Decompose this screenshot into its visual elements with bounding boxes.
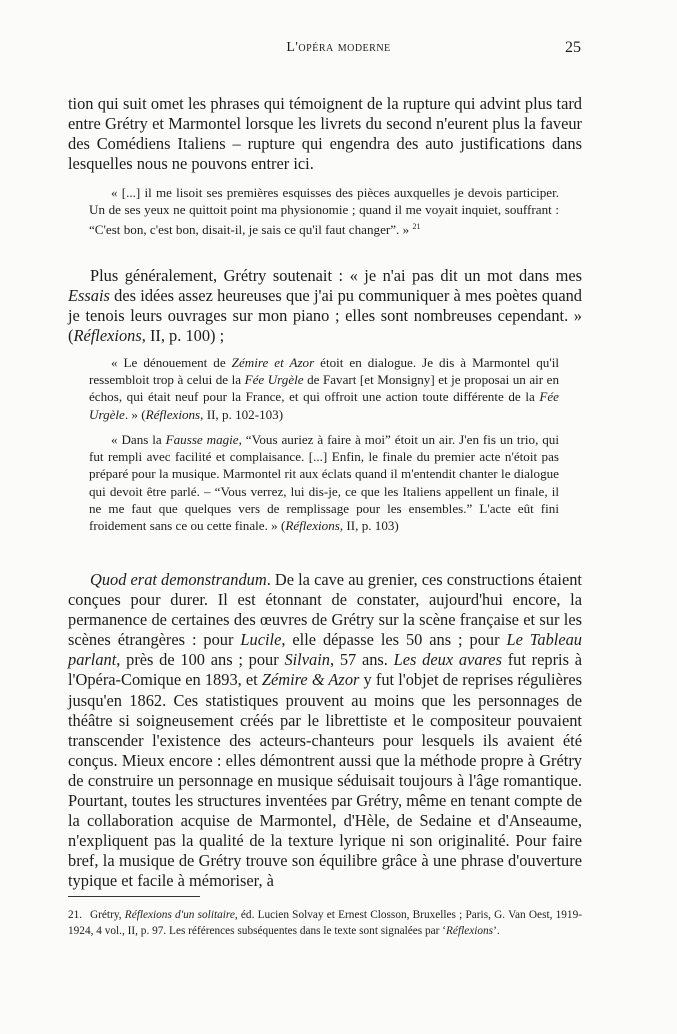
footnote-text-b: , éd. Lucien Solvay et Ernest Closson, Bruxelles ; Paris, G. Van Oest, 1919-1924, 4 vol., II, p. 97. Les références subséquentes dans le texte sont signalées par ‘ bbox=[68, 909, 582, 938]
quote-3-text-a: « Dans la bbox=[111, 432, 166, 447]
quote-3-title-reflexions: Réflexions bbox=[285, 518, 340, 534]
quote-3-text-b: , “Vous auriez à faire à moi” étoit un air. J'en fis un trio, qui fut rempli avec facilité et complaisance. [...] Enfin, le finale du premier acte n'étoit pas préparé pour la musique. Marmontel rit aux éclats quand il m'entendit chanter le dialogue qui devoit être parlé. – “Vous verrez, lui dis-je, ce que les Italiens appellent un finale, il ne me faut que quelques vers de remplissage pour les ensembles.” L'acte eût fini froidement sans ce ou cette finale. » ( bbox=[89, 432, 559, 534]
footnote-ref-21[interactable]: 21 bbox=[412, 222, 421, 232]
quote-2-text-d: . » ( bbox=[124, 406, 146, 422]
quote-1-text: « [...] il me lisoit ses premières esquisses des pièces auxquelles je devois participer. Un de ses yeux ne quittoit point ma physionomie ; quand il me voyait inquiet, souffrant : “C'est bon, c'est bon, disait-il, je sais ce qu'il faut changer”. » bbox=[89, 185, 559, 238]
running-head bbox=[0, 40, 677, 60]
paragraph-3-title-avares: Les deux avares bbox=[393, 650, 502, 670]
quote-2 bbox=[89, 354, 559, 423]
paragraph-3 bbox=[68, 570, 582, 892]
paragraph-2-title-essais: Essais bbox=[68, 286, 110, 306]
footnote-divider bbox=[68, 896, 200, 897]
quote-2-title-reflexions: Réflexions bbox=[145, 406, 201, 422]
paragraph-3-latin: Quod erat demonstrandum bbox=[90, 570, 267, 589]
footnote-title-short: Réflexions bbox=[446, 925, 494, 938]
paragraph-2-text-c: , II, p. 100) ; bbox=[141, 326, 225, 346]
quote-3-text-c: , II, p. 103) bbox=[339, 518, 399, 534]
footnote-title: Réflexions d'un solitaire bbox=[124, 909, 235, 921]
chapter-title-initial: L' bbox=[286, 40, 299, 55]
paragraph-3-text-a: . De la cave au grenier, ces constructions étaient conçues pour durer. Il est étonnant de constater, aujourd'hui encore, la permanence de certaines des œuvres de Grétry sur la scène française et sur les scènes étrangères : pour bbox=[68, 570, 582, 650]
footnote-21 bbox=[68, 907, 582, 940]
quote-3 bbox=[89, 431, 559, 534]
quote-2-text-c: de Favart [et Monsigny] et je proposai un air en échos, qui était neuf pour la France, et qui offroit une action toute différente de la bbox=[89, 372, 560, 405]
paragraph-1-text: tion qui suit omet les phrases qui témoignent de la rupture qui advint plus tard entre Grétry et Marmontel lorsque les livrets du second n'eurent plus la faveur des Comédiens Italiens – rupture qui engendra des auto justifications dans lesquelles nous ne pouvons entrer ici. bbox=[68, 94, 582, 174]
footnote-number: 21. bbox=[68, 909, 83, 921]
quote-2-text-e: , II, p. 102-103) bbox=[200, 406, 284, 422]
chapter-title-rest: opéra moderne bbox=[298, 40, 391, 55]
page-number: 25 bbox=[565, 39, 581, 56]
paragraph-3-title-tableau: Le Tableau parlant bbox=[68, 630, 582, 670]
paragraph-3-title-silvain: Silvain bbox=[284, 650, 330, 670]
quote-2-title-fee-urgele: Fée Urgèle bbox=[244, 372, 304, 388]
paragraph-3-text-c: , près de 100 ans ; pour bbox=[116, 650, 285, 670]
paragraph-3-text-d: , 57 ans. bbox=[329, 650, 394, 670]
paragraph-3-text-b: , elle dépasse les 50 ans ; pour bbox=[281, 630, 507, 650]
footnote-text-a: Grétry, bbox=[90, 909, 125, 921]
quote-2-title-zemire: Zémire et Azor bbox=[231, 355, 315, 370]
quote-2-text-a: « Le dénouement de bbox=[111, 355, 232, 370]
paragraph-3-title-lucile: Lucile bbox=[240, 630, 282, 650]
footnote-text-c: ’. bbox=[493, 925, 500, 938]
quote-1 bbox=[89, 184, 559, 239]
paragraph-1 bbox=[68, 94, 582, 174]
paragraph-2-text-a: Plus généralement, Grétry soutenait : « je n'ai pas dit un mot dans mes bbox=[90, 266, 582, 285]
paragraph-3-text-f: y fut l'objet de reprises régulières jusqu'en 1862. Ces statistiques prouvent au moins que les personnages de théâtre si soigneusement créés par le librettiste et le compositeur pouvaient transcender l'existence des acteurs-chanteurs pour lesquels ils avaient été conçus. Mieux encore : elles démontrent aussi que la méthode propre à Grétry de construire un personnage en musique séduisait toujours à l'âge romantique. Pourtant, toutes les structures inventées par Grétry, même en tenant compte de la collaboration acquise de Marmontel, d'Hèle, de Sedaine et d'Anseaume, n'expliquent pas la qualité de la texture lyrique ni son originalité. Pour faire bref, la musique de Grétry trouve son équilibre grâce à une phrase d'ouverture typique et facile à mémoriser, à bbox=[68, 670, 582, 891]
paragraph-2-title-reflexions: Réflexions bbox=[73, 326, 142, 346]
paragraph-3-text-e: fut repris à l'Opéra-Comique en 1893, et bbox=[68, 650, 582, 690]
paragraph-2 bbox=[68, 266, 582, 346]
paragraph-3-title-zemire: Zémire & Azor bbox=[261, 670, 360, 690]
quote-3-title-fausse-magie: Fausse magie bbox=[165, 432, 239, 447]
quote-2-title-fee-urgele-2: Fée Urgèle bbox=[89, 389, 559, 422]
quote-2-text-b: étoit en dialogue. Je dis à Marmontel qu'il ressembloit trop à celui de la bbox=[89, 355, 559, 388]
paragraph-2-text-b: des idées assez heureuses que j'ai pu communiquer à mes poètes quand je tenois leurs ouvrages sur mon piano ; elles sont nombreuses cependant. » ( bbox=[68, 286, 582, 346]
